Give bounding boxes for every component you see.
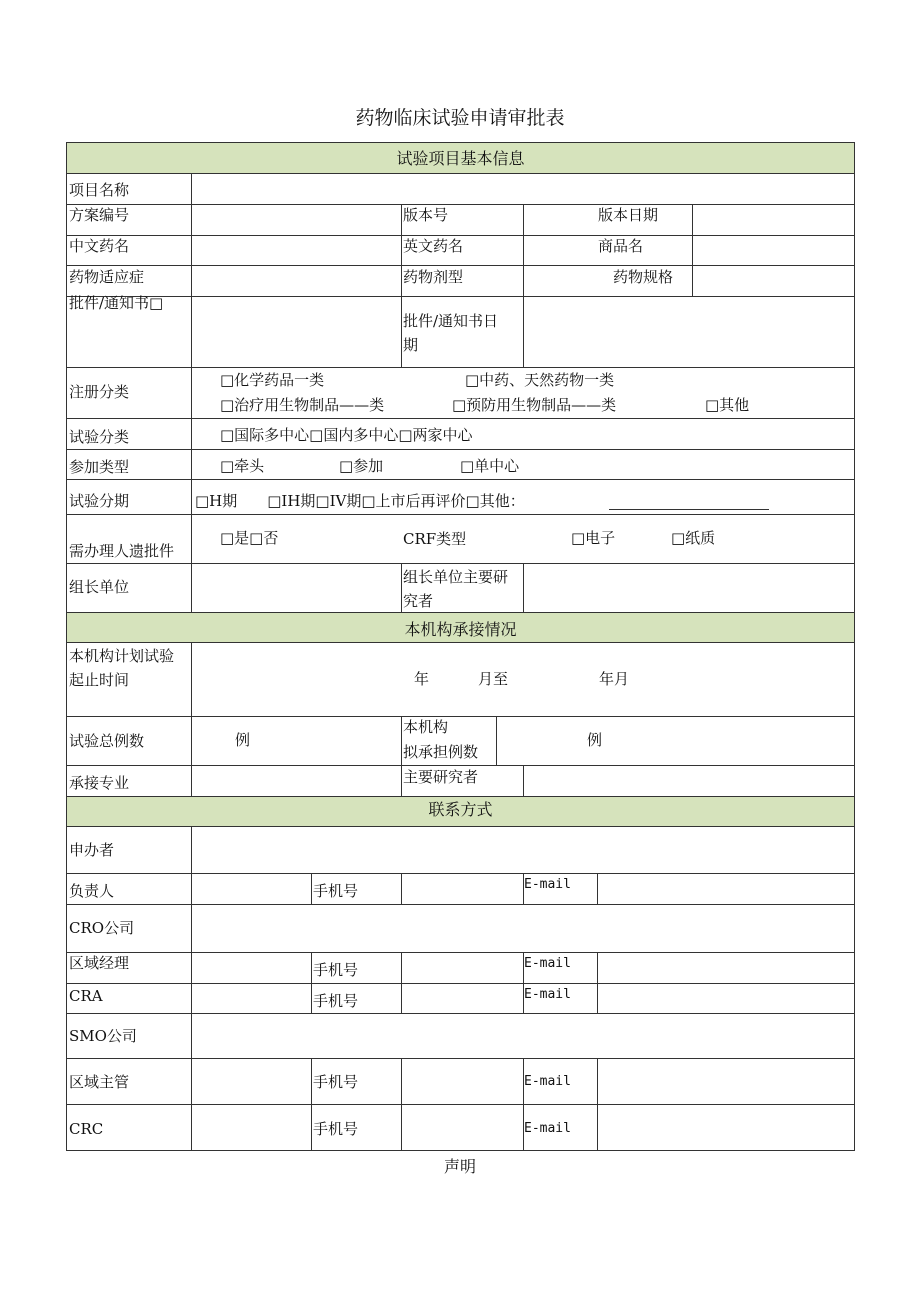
label-cro: CRO公司 — [69, 919, 135, 937]
label-lead-pi-1: 组长单位主要研 — [403, 568, 509, 586]
label-responsible: 负责人 — [69, 882, 115, 900]
planned-year-month-label[interactable]: 年月 — [599, 670, 630, 688]
label-cra: CRA — [69, 987, 103, 1005]
label-inst-cases-2: 拟承担例数 — [403, 743, 479, 761]
crc-mobile-field[interactable] — [402, 1105, 523, 1151]
crf-option-paper[interactable]: □纸质 — [671, 529, 716, 547]
label-legal-agent: 需办理人遗批件 — [69, 542, 175, 560]
approval-form-table — [66, 142, 855, 1151]
label-dosage-form: 药物剂型 — [403, 268, 464, 286]
label-crc: CRC — [69, 1120, 104, 1138]
label-protocol-no: 方案编号 — [69, 206, 130, 224]
label-planned-time-1: 本机构计划试验 — [69, 647, 175, 665]
label-cra-mobile: 手机号 — [313, 992, 359, 1010]
reg-option-therapeutic-bio[interactable]: □治疗用生物制品——类 — [220, 396, 385, 414]
approval-field[interactable] — [192, 297, 401, 367]
label-participation: 参加类型 — [69, 458, 130, 476]
label-pi: 主要研究者 — [403, 768, 479, 786]
label-crf-type: CRF类型 — [403, 530, 467, 548]
label-total-cases: 试验总例数 — [69, 732, 145, 750]
sponsor-field[interactable] — [192, 827, 854, 873]
label-lead-unit: 组长单位 — [69, 578, 130, 596]
label-spec: 药物规格 — [613, 268, 674, 286]
responsible-mobile-field[interactable] — [402, 874, 523, 904]
label-planned-time-2: 起止时间 — [69, 671, 130, 689]
label-regional-supervisor: 区域主管 — [69, 1073, 130, 1091]
label-indication: 药物适应症 — [69, 268, 145, 286]
participation-lead[interactable]: □牵头 — [220, 457, 265, 475]
version-date-field[interactable] — [693, 205, 854, 235]
label-version-date: 版本日期 — [598, 206, 659, 224]
label-cra-email: E-mail — [524, 987, 571, 1002]
reg-option-tcm[interactable]: □中药、天然药物一类 — [465, 371, 615, 389]
reg-option-other[interactable]: □其他 — [705, 396, 750, 414]
specialty-field[interactable] — [192, 766, 401, 796]
cra-email-field[interactable] — [598, 984, 854, 1013]
cn-drug-name-field[interactable] — [192, 236, 401, 265]
phase-other-underline[interactable] — [609, 509, 769, 510]
reg-option-preventive-bio[interactable]: □预防用生物制品——类 — [452, 396, 617, 414]
label-trial-class: 试验分类 — [69, 428, 130, 446]
planned-year-label[interactable]: 年 — [414, 670, 430, 688]
trade-name-field[interactable] — [693, 236, 854, 265]
form-title: 药物临床试验申请审批表 — [355, 107, 565, 129]
dosage-form-field[interactable] — [524, 266, 592, 296]
total-cases-unit[interactable]: 例 — [235, 731, 251, 749]
version-no-field[interactable] — [524, 205, 592, 235]
cra-field[interactable] — [192, 984, 311, 1013]
responsible-email-field[interactable] — [598, 874, 854, 904]
label-inst-cases-1: 本机构 — [403, 718, 449, 736]
label-version-no: 版本号 — [403, 206, 449, 224]
smo-field[interactable] — [192, 1014, 854, 1058]
label-regional-manager-mobile: 手机号 — [313, 961, 359, 979]
label-approval-date-2: 期 — [403, 336, 419, 354]
label-regional-supervisor-mobile: 手机号 — [313, 1073, 359, 1091]
label-specialty: 承接专业 — [69, 774, 130, 792]
label-smo: SMO公司 — [69, 1027, 137, 1045]
label-reg-class: 注册分类 — [69, 383, 130, 401]
label-sponsor: 申办者 — [69, 841, 115, 859]
crc-email-field[interactable] — [598, 1105, 854, 1151]
phase-options[interactable]: □H期 □IH期□IV期□上市后再评价□其他： — [195, 492, 525, 510]
label-responsible-mobile: 手机号 — [313, 882, 359, 900]
inst-cases-unit[interactable]: 例 — [587, 731, 603, 749]
regional-manager-field[interactable] — [192, 953, 311, 983]
regional-manager-email-field[interactable] — [598, 953, 854, 983]
legal-agent-yes-no[interactable]: □是□否 — [220, 529, 279, 547]
participation-join[interactable]: □参加 — [339, 457, 384, 475]
crc-field[interactable] — [192, 1105, 311, 1151]
protocol-no-field[interactable] — [192, 205, 401, 235]
project-name-field[interactable] — [192, 174, 854, 204]
label-project-name: 项目名称 — [69, 181, 130, 199]
regional-supervisor-mobile-field[interactable] — [402, 1059, 523, 1104]
cra-mobile-field[interactable] — [402, 984, 523, 1013]
label-crc-email: E-mail — [524, 1121, 571, 1136]
label-lead-pi-2: 究者 — [403, 592, 434, 610]
approval-date-field[interactable] — [524, 297, 854, 367]
lead-unit-field[interactable] — [192, 564, 401, 612]
section-contact-title: 联系方式 — [428, 800, 493, 819]
statement-heading: 声明 — [443, 1157, 476, 1176]
indication-field[interactable] — [192, 266, 401, 296]
section-basic-title: 试验项目基本信息 — [396, 149, 525, 168]
label-trade-name: 商品名 — [598, 237, 644, 255]
label-regional-manager: 区域经理 — [69, 954, 130, 972]
label-en-drug-name: 英文药名 — [403, 237, 464, 255]
label-phase: 试验分期 — [69, 492, 130, 510]
participation-single[interactable]: □单中心 — [460, 457, 520, 475]
label-regional-manager-email: E-mail — [524, 956, 571, 971]
trial-class-options[interactable]: □国际多中心□国内多中心□两家中心 — [220, 426, 473, 444]
regional-supervisor-email-field[interactable] — [598, 1059, 854, 1104]
reg-option-chem[interactable]: □化学药品一类 — [220, 371, 325, 389]
lead-pi-field[interactable] — [524, 564, 854, 612]
section-acceptance-title: 本机构承接情况 — [404, 620, 517, 639]
planned-month-to-label[interactable]: 月至 — [478, 670, 509, 688]
label-crc-mobile: 手机号 — [313, 1120, 359, 1138]
cro-field[interactable] — [192, 905, 854, 952]
crf-option-electronic[interactable]: □电子 — [571, 529, 616, 547]
label-regional-supervisor-email: E-mail — [524, 1074, 571, 1089]
en-drug-name-field[interactable] — [524, 236, 592, 265]
label-approval-date-1: 批件/通知书日 — [403, 312, 499, 330]
label-approval: 批件/通知书□ — [69, 294, 164, 312]
label-cn-drug-name: 中文药名 — [69, 237, 130, 255]
pi-field[interactable] — [524, 766, 854, 796]
spec-field[interactable] — [693, 266, 854, 296]
regional-supervisor-field[interactable] — [192, 1059, 311, 1104]
label-responsible-email: E-mail — [524, 877, 571, 892]
responsible-field[interactable] — [192, 874, 311, 904]
regional-manager-mobile-field[interactable] — [402, 953, 523, 983]
